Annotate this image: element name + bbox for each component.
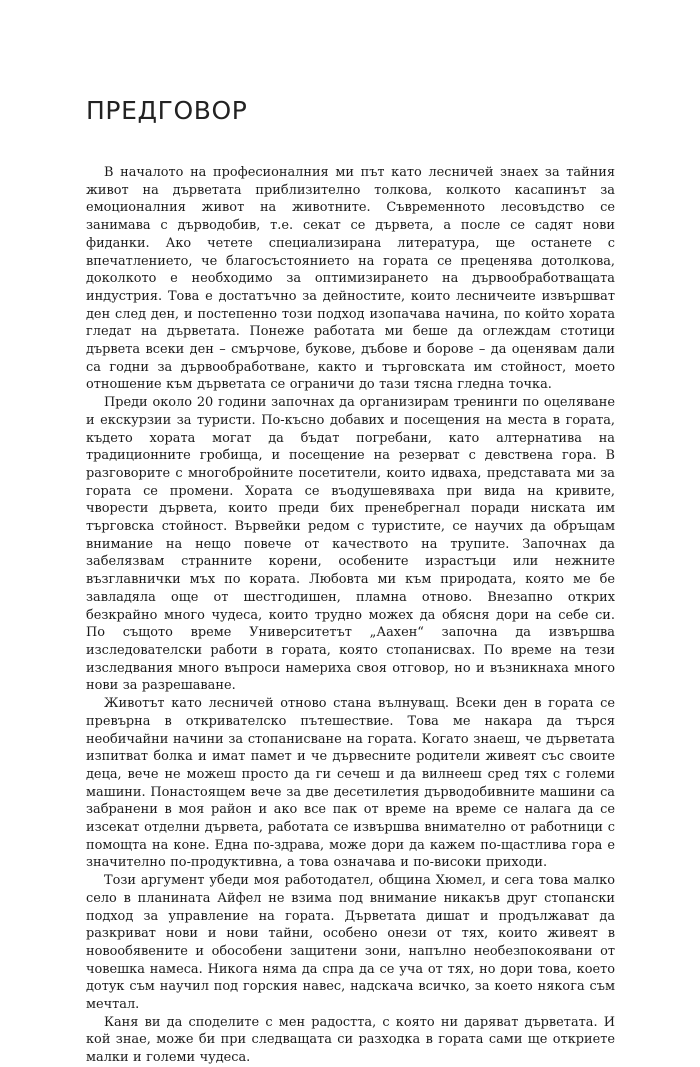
chapter-title: ПРЕДГОВОР bbox=[86, 96, 248, 125]
paragraph: Този аргумент убеди моя работодател, община Хюмел, и сега това малко село в планината Айфел не взима под внимание никакъв друг стопански подход за управление на гората. Дърветата дишат и продължават да разкриват нови и нови тайни, особено онези от тях, които живеят в новообявените и обособени защитени зони, напълно необезпокоявани от човешка намеса. Никога няма да спра да се уча от тях, но дори това, което дотук съм научил под горския навес, надскача всичко, за което някога съм мечтал. bbox=[86, 873, 615, 1013]
paragraph: Каня ви да споделите с мен радостта, с която ни даряват дърветата. И кой знае, може би при следващата си разходка в гората сами ще откриете малки и големи чудеса. bbox=[86, 1014, 615, 1066]
paragraph: Преди около 20 години започнах да организирам тренинги по оцеляване и екскурзии за туристи. По-късно добавих и посещения на места в гората, където хората могат да бъдат погребани, като алтернатива на традиционните гробища, и посещение на резерват с девствена гора. В разговорите с многобройните посетители, които идваха, представата ми за гората се промени. Хората се въодушевяваха при вида на кривите, чворести дървета, които преди бих пренебрегнал поради ниската им търговска стойност. Вървейки редом с туристите, се научих да обръщам внимание на нещо повече от качеството на трупите. Започнах да забелязвам странните корени, особените израстъци или нежните възглавнички мъх по кората. Любовта ми към природата, която ме бе завладяла още от шестгодишен, пламна отново. Внезапно открих безкрайно много чудеса, които трудно можех да обясня дори на себе си. По същото време Университетът „Аахен“ започна да извършва изследователски работи в гората, която стопанисвах. По време на тези изследвания много въпроси намериха своя отговор, но и възникнаха много нови за разрешаване. bbox=[86, 395, 615, 694]
paragraph: Животът като лесничей отново стана вълнуващ. Всеки ден в гората се превърна в откривателско пътешествие. Това ме накара да търся необичайни начини за стопанисване на гората. Когато знаеш, че дърветата изпитват болка и имат памет и че дървесните родители живеят със своите деца, вече не можеш просто да ги сечеш и да вилнееш сред тях с големи машини. Понастоящем вече за две десетилетия дърводобивните машини са забранени в моя район и ако все пак от време на време се налага да се изсекат отделни дървета, работата се извършва внимателно от работници с помощта на коне. Една по-здрава, може дори да кажем по-щастлива гора е значително по-продуктивна, а това означава и по-високи приходи. bbox=[86, 696, 615, 871]
paragraph: В началото на професионалния ми път като лесничей знаех за тайния живот на дърветата приблизително толкова, колкото касапинът за емоционалния живот на животните. Съвременното лесовъдство се занимава с дърводобив, т.е. секат се дървета, а после се садят нови фиданки. Ако четете специализирана литература, ще останете с впечатлението, че благосъстоянието на гората се преценява дотолкова, доколкото е необходимо за оптимизирането на дървообработващата индустрия. Това е достатъчно за дейностите, които лесничеите извършват ден след ден, и постепенно този подход изопачава начина, по който хората гледат на дърветата. Понеже работата ми беше да оглеждам стотици дървета всеки ден – смърчове, букове, дъбове и борове – да оценявам дали са годни за дървообработване, както и търговската им стойност, моето отношение към дърветата се ограничи до тази тясна гледна точка. bbox=[86, 165, 615, 393]
chapter-body bbox=[86, 164, 615, 1067]
